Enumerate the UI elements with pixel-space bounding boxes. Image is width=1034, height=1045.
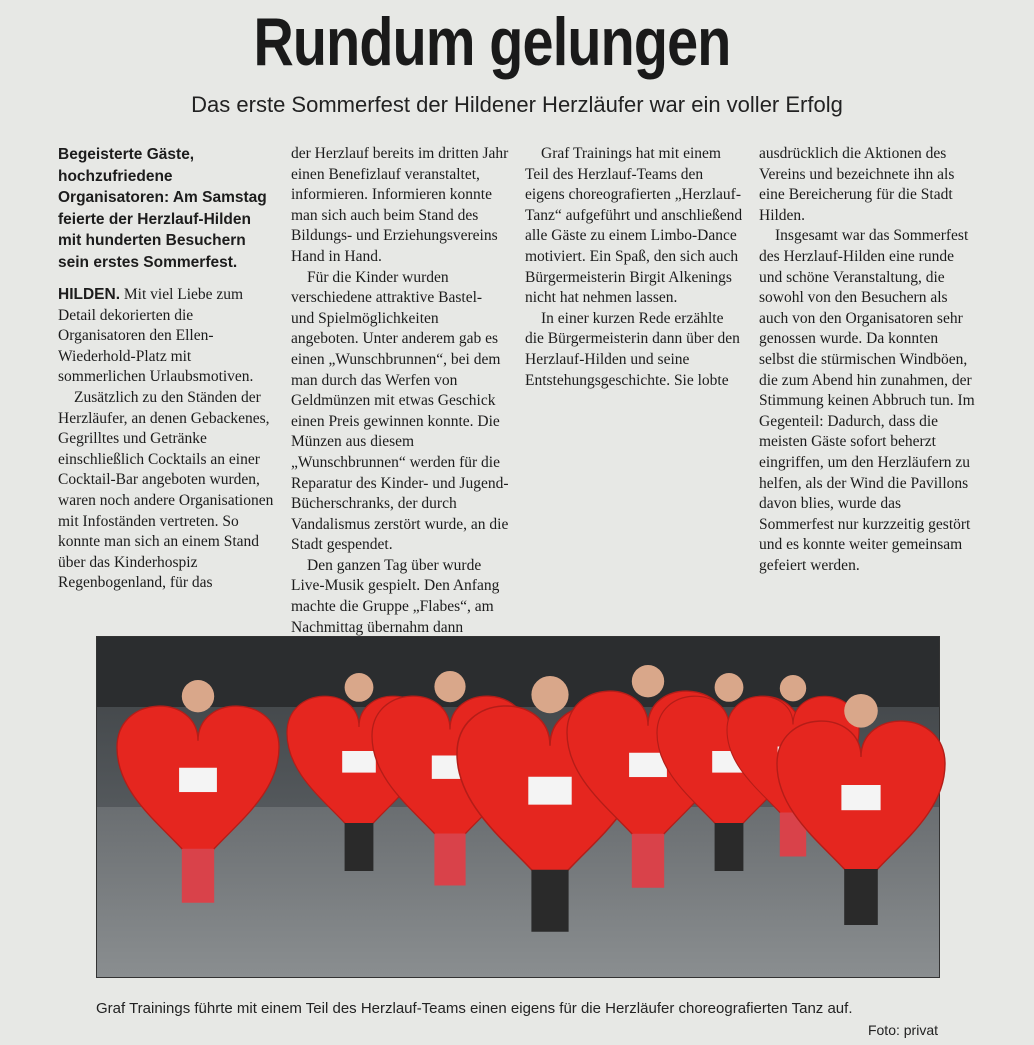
heart-badge [528, 777, 571, 805]
dancer-head [632, 665, 664, 697]
body-paragraph: Für die Kinder wurden verschiedene attraktive Bastel- und Spielmöglichkeiten angeboten. Unter anderem gab es einen „Wunschbrunnen“, bei dem man durch das Werfen von Geldmünzen mit etwas Geschick einen Preis gewinnen konnte. Die Münzen aus diesem „Wunschbrunnen“ werden für die Reparatur des Kinder- und Jugend-Bücherschranks, der durch Vandalismus zerstört wurde, an die Stadt gespendet. [291, 268, 509, 554]
dancer-head [531, 676, 568, 713]
headline: Rundum gelungen [253, 4, 731, 80]
dancer-head [345, 673, 374, 702]
dancer-head [780, 675, 806, 701]
body-paragraph: Insgesamt war das Sommerfest des Herzlauf-Hilden eine runde und schöne Veranstaltung, die sowohl von den Besuchern als auch von den Organisatoren sehr genossen wurde. Da konnten selbst die stürmischen Windböen, die zum Abend hin zunahmen, der Stimmung keinen Abbruch tun. Im Gegenteil: Dadurch, dass die meisten Gäste sofort beherzt eingriffen, um den Herzläufern zu helfen, als der Wind die Pavillons davon blies, wurde das Sommerfest nur kurzzeitig gestört und es konnte weiter gemeinsam gefeiert werden. [759, 227, 975, 574]
photo-illustration [97, 637, 939, 977]
photo-building [97, 637, 939, 707]
dancer-legs [345, 823, 374, 871]
dancer-legs [844, 869, 878, 925]
dancer-legs [182, 849, 214, 903]
body-paragraph: In einer kurzen Rede erzählte die Bürgermeisterin dann über den Herzlauf-Hilden und seine Entstehungsgeschichte. Sie lobte [525, 309, 740, 389]
column-1 [58, 144, 276, 624]
body-paragraph: HILDEN. Mit viel Liebe zum Detail dekorierten die Organisatoren den Ellen-Wiederhold-Platz mit sommerlichen Urlaubsmotiven. [58, 286, 254, 386]
dancer-legs [531, 870, 568, 932]
body-paragraph: Zusätzlich zu den Ständen der Herzläufer, an denen Gebackenes, Gegrilltes und Getränke einschließlich Cocktails an einer Cocktail-Bar angeboten wurden, waren noch andere Organisationen mit Infoständen vertreten. So konnte man sich an einem Stand über das Kinderhospiz Regenbogenland, für das [58, 388, 274, 592]
photo-credit: Foto: privat [867, 1022, 938, 1038]
subheadline: Das erste Sommerfest der Hildener Herzläufer war ein voller Erfolg [191, 92, 843, 117]
body-paragraph: der Herzlauf bereits im dritten Jahr einen Benefizlauf veranstaltet, informieren. Informieren konnte man sich auch beim Stand des Bildungs- und Erziehungsvereins Hand in Hand. [291, 145, 509, 265]
dancer-legs [434, 834, 465, 886]
body-paragraph: Graf Trainings hat mit einem Teil des Herzlauf-Teams den eigens choreografierten „Herzlauf-Tanz“ aufgeführt und anschließend alle Gäste zu einem Limbo-Dance motiviert. Ein Spaß, den sich auch Bürgermeisterin Birgit Alkenings nicht hat nehmen lassen. [525, 145, 743, 307]
body-paragraph: Den ganzen Tag über wurde Live-Musik gespielt. Den Anfang machte die Gruppe „Flabes“, am Nachmittag übernahm dann [291, 556, 500, 636]
dancer-legs [715, 823, 744, 871]
dancer-legs [632, 834, 664, 888]
dancer-head [715, 673, 744, 702]
dancer-head [182, 680, 214, 712]
heart-badge [342, 751, 376, 773]
dateline: HILDEN. [58, 286, 120, 303]
heart-badge [841, 785, 880, 810]
photo-caption: Graf Trainings führte mit einem Teil des Herzlauf-Teams einen eigens für die Herzläufer choreografierten Tanz auf. [96, 1000, 853, 1017]
lead-paragraph: Begeisterte Gäste, hochzufriedene Organisatoren: Am Samstag feierte der Herzlauf-Hilden mit hunderten Besuchern sein erstes Sommerfest. [58, 146, 267, 271]
body-paragraph: ausdrücklich die Aktionen des Vereins und bezeichnete ihn als eine Bereicherung für die Stadt Hilden. [759, 145, 955, 224]
column-4 [759, 144, 977, 624]
dancer-head [844, 694, 878, 728]
column-2 [291, 144, 509, 636]
column-3 [525, 144, 743, 624]
heart-badge [179, 768, 217, 792]
dancer-head [434, 671, 465, 702]
article-photo [96, 636, 940, 978]
